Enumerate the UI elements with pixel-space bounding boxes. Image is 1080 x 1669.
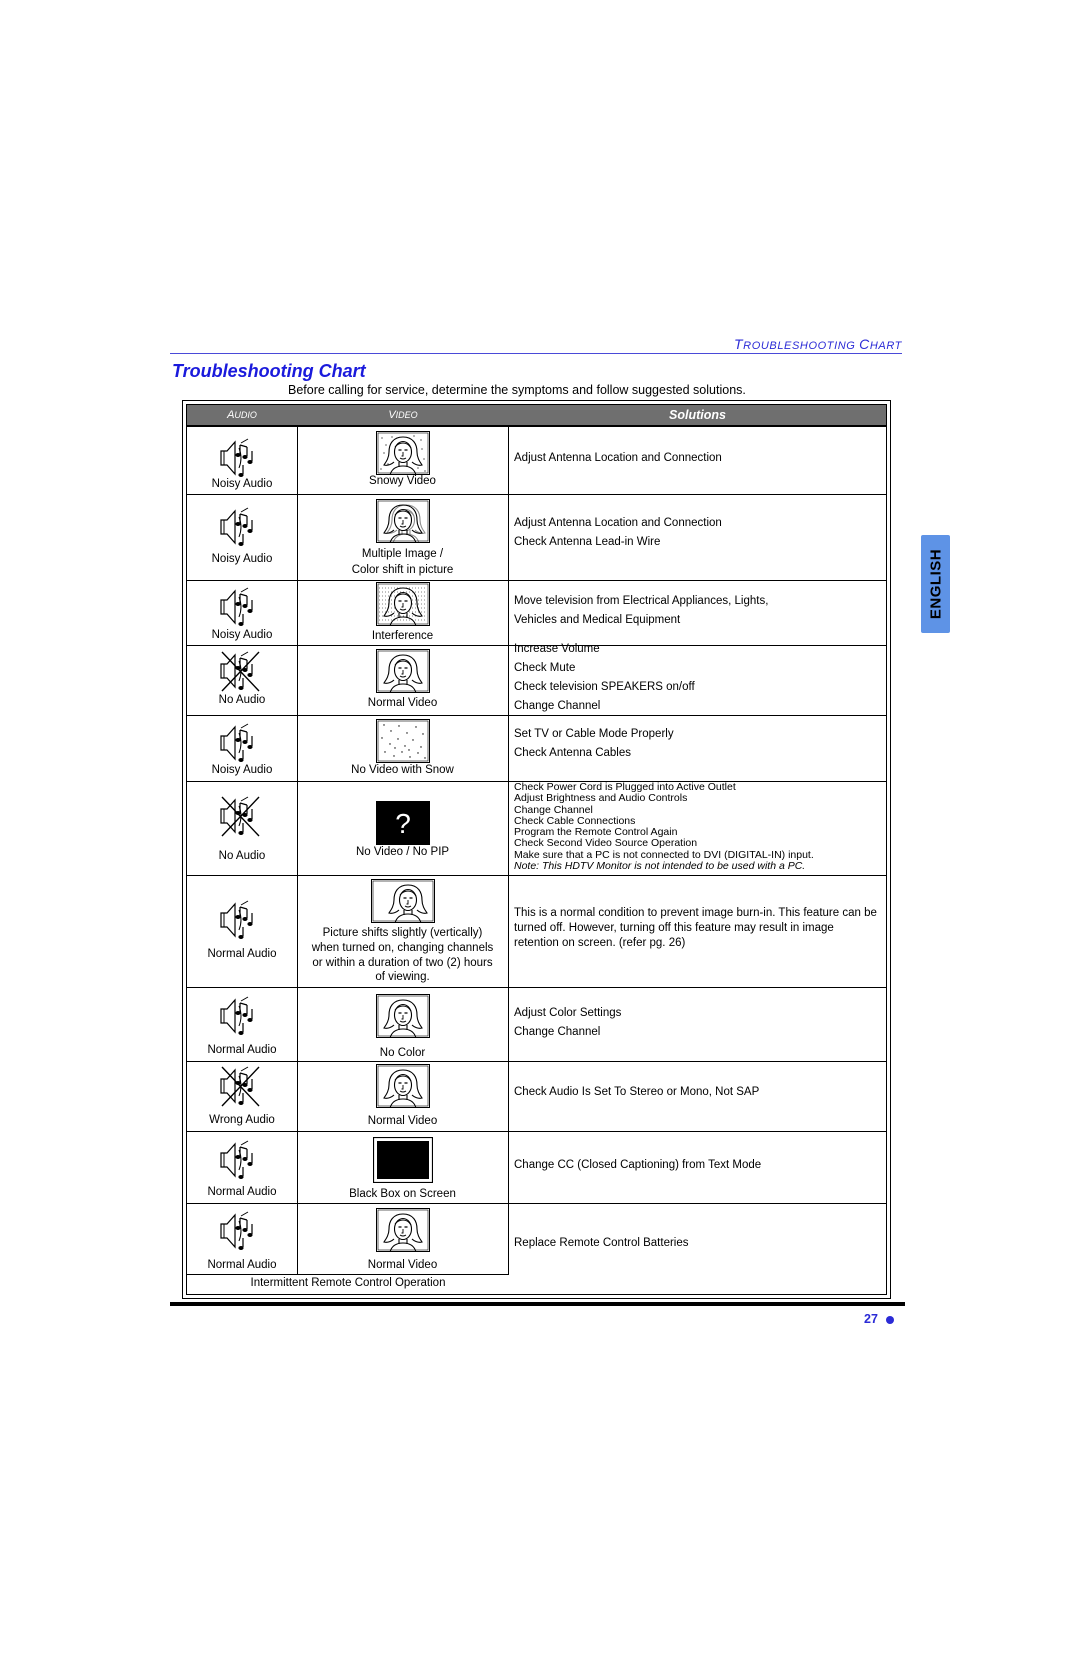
audio-symptom: No Audio <box>218 694 266 706</box>
solution-item: Check Antenna Lead-in Wire <box>514 536 661 548</box>
solution-item: Adjust Antenna Location and Connection <box>514 517 722 529</box>
intro-text: Before calling for service, determine the symptoms and follow suggested solutions. <box>288 383 746 397</box>
audio-cell <box>187 715 298 781</box>
video-symptom-line-2: Color shift in picture <box>351 564 454 576</box>
audio-symptom: Normal Audio <box>207 1044 277 1056</box>
header-video-initial: V <box>388 409 396 421</box>
solutions-cell <box>509 875 886 987</box>
video-cell <box>297 715 509 781</box>
video-symptom: Normal Video <box>367 1115 438 1127</box>
video-cell <box>297 427 509 494</box>
language-tab[interactable] <box>921 535 950 633</box>
solution-item: Change CC (Closed Captioning) from Text Mode <box>514 1159 762 1171</box>
header-video-rest: IDEO <box>395 410 418 420</box>
audio-symptom: Noisy Audio <box>211 764 273 776</box>
video-cell <box>297 580 509 645</box>
solution-item: Adjust Antenna Location and Connection <box>514 452 722 464</box>
video-symptom: No Color <box>379 1047 426 1059</box>
audio-symptom: Normal Audio <box>207 1259 277 1271</box>
solutions-cell <box>509 1061 886 1131</box>
header-solutions: Solutions <box>669 408 726 422</box>
video-symptom-line-3: or within a duration of two (2) hours <box>312 957 493 969</box>
table-row <box>187 1203 886 1293</box>
table-row <box>187 987 886 1062</box>
solutions-cell <box>509 987 886 1061</box>
snowy-tv-icon <box>376 431 430 475</box>
running-head <box>170 337 902 354</box>
snow-only-tv-icon <box>376 719 430 763</box>
audio-cell <box>187 1061 298 1131</box>
table-row <box>187 580 886 646</box>
solution-item: Set TV or Cable Mode Properly <box>514 728 674 740</box>
video-symptom: No Video with Snow <box>351 764 454 776</box>
normal-speaker-icon <box>219 993 263 1039</box>
video-cell <box>297 1061 509 1131</box>
table-row <box>187 875 886 988</box>
solution-item: Check Mute <box>514 662 576 674</box>
solutions-cell <box>509 645 886 715</box>
audio-symptom: Noisy Audio <box>211 478 273 490</box>
audio-cell <box>187 987 298 1061</box>
remote-operation-label: Intermittent Remote Control Operation <box>250 1277 446 1289</box>
language-tab-label: ENGLISH <box>927 548 944 620</box>
audio-symptom: Normal Audio <box>207 948 277 960</box>
noisy-speaker-icon <box>219 435 263 481</box>
solution-item: Change Channel <box>514 1026 601 1038</box>
no-video-tv-icon <box>376 801 430 845</box>
table-row <box>187 1061 886 1132</box>
question-mark: ? <box>394 808 411 839</box>
noisy-speaker-icon <box>219 584 263 630</box>
ghost-image-tv-icon <box>376 499 430 543</box>
footer-rule <box>170 1302 905 1306</box>
no-audio-speaker-icon <box>219 793 263 839</box>
video-symptom: No Video / No PIP <box>355 846 450 858</box>
header-audio-initial: A <box>227 409 235 421</box>
solution-item: Check Antenna Cables <box>514 747 631 759</box>
video-symptom-line-1: Picture shifts slightly (vertically) <box>322 927 483 939</box>
solutions-cell <box>509 781 886 875</box>
solution-item: Check Second Video Source Operation <box>514 837 698 850</box>
video-symptom: Interference <box>371 630 434 642</box>
solution-note: Note: This HDTV Monitor is not intended to be used with a PC. <box>514 860 806 873</box>
video-symptom-line-1: Multiple Image / <box>361 548 444 560</box>
running-head-initial-1: T <box>734 336 744 352</box>
running-head-initial-3: C <box>859 336 870 352</box>
audio-symptom: Noisy Audio <box>211 553 273 565</box>
header-audio-rest: UDIO <box>234 410 257 420</box>
video-symptom-line-4: of viewing. <box>375 971 430 983</box>
audio-symptom: Normal Audio <box>207 1186 277 1198</box>
video-cell <box>297 494 509 580</box>
header-audio <box>187 405 297 425</box>
table-row <box>187 645 886 716</box>
audio-cell <box>187 580 298 645</box>
solution-item: Change Channel <box>514 803 593 816</box>
solution-item: Adjust Brightness and Audio Controls <box>514 792 688 805</box>
table-row <box>187 781 886 876</box>
table-header-row <box>187 405 886 427</box>
audio-cell <box>187 427 298 494</box>
remote-operation-cell <box>187 1274 509 1293</box>
table-row <box>187 427 886 495</box>
header-video <box>297 405 509 425</box>
audio-symptom: Wrong Audio <box>209 1114 275 1126</box>
solutions-cell <box>509 580 886 645</box>
noisy-speaker-icon <box>219 504 263 550</box>
solutions-cell <box>509 427 886 494</box>
solution-item: Adjust Color Settings <box>514 1007 622 1019</box>
running-head-part-2: ROUBLESHOOTING <box>743 340 860 352</box>
audio-cell <box>187 645 298 715</box>
no-color-tv-icon <box>376 994 430 1038</box>
black-box-tv-icon <box>373 1137 433 1183</box>
page-number: 27 <box>864 1312 878 1326</box>
solutions-cell <box>509 1203 886 1293</box>
noisy-speaker-icon <box>219 720 263 766</box>
video-cell <box>297 875 509 987</box>
running-head-part-4: HART <box>869 340 902 352</box>
video-symptom: Black Box on Screen <box>349 1188 456 1200</box>
audio-symptom: No Audio <box>218 850 266 862</box>
video-symptom: Normal Video <box>367 697 438 709</box>
video-symptom: Snowy Video <box>369 475 436 487</box>
solution-item: Change Channel <box>514 700 601 712</box>
video-cell <box>297 645 509 715</box>
solution-item: Check television SPEAKERS on/off <box>514 681 695 693</box>
normal-speaker-icon <box>219 1137 263 1183</box>
solution-item: Program the Remote Control Again <box>514 826 678 839</box>
video-cell <box>297 987 509 1061</box>
solution-item: Vehicles and Medical Equipment <box>514 614 681 626</box>
audio-cell <box>187 1203 298 1275</box>
no-audio-speaker-icon <box>219 648 263 694</box>
solution-item: Check Power Cord is Plugged into Active Outlet <box>514 781 736 793</box>
audio-cell <box>187 1131 298 1203</box>
solution-item: Replace Remote Control Batteries <box>514 1237 689 1249</box>
normal-speaker-icon <box>219 897 263 943</box>
normal-tv-icon <box>376 1208 430 1252</box>
audio-cell <box>187 781 298 875</box>
page-dot-icon <box>886 1316 894 1324</box>
video-symptom-line-2: when turned on, changing channels <box>311 942 494 954</box>
solution-item: Move television from Electrical Appliances, Lights, <box>514 595 769 607</box>
video-cell <box>297 781 509 875</box>
video-symptom: Normal Video <box>367 1259 438 1271</box>
audio-cell <box>187 494 298 580</box>
solutions-cell <box>509 494 886 580</box>
solutions-cell <box>509 1131 886 1203</box>
wrong-audio-speaker-icon <box>219 1063 263 1109</box>
solution-item: Check Cable Connections <box>514 814 636 827</box>
audio-cell <box>187 875 298 987</box>
audio-symptom: Noisy Audio <box>211 629 273 641</box>
table-row <box>187 715 886 782</box>
solution-item: Make sure that a PC is not connected to DVI (DIGITAL-IN) input. <box>514 848 814 861</box>
normal-tv-icon <box>376 649 430 693</box>
normal-tv-icon <box>376 1064 430 1108</box>
solution-item: Increase Volume <box>514 643 600 655</box>
page-title: Troubleshooting Chart <box>172 361 366 381</box>
interference-tv-icon <box>376 582 430 626</box>
shifted-picture-tv-icon <box>371 879 435 923</box>
normal-speaker-icon <box>219 1208 263 1254</box>
troubleshooting-table <box>182 400 891 1299</box>
table-row <box>187 1131 886 1204</box>
video-cell <box>297 1131 509 1203</box>
table-row <box>187 494 886 581</box>
solution-item: Check Audio Is Set To Stereo or Mono, Not SAP <box>514 1086 760 1098</box>
solutions-cell <box>509 715 886 781</box>
solution-item: This is a normal condition to prevent image burn-in. This feature can be turned off. However, turning off this feature may result in image retention on screen. (refer pg. 26) <box>514 907 877 949</box>
